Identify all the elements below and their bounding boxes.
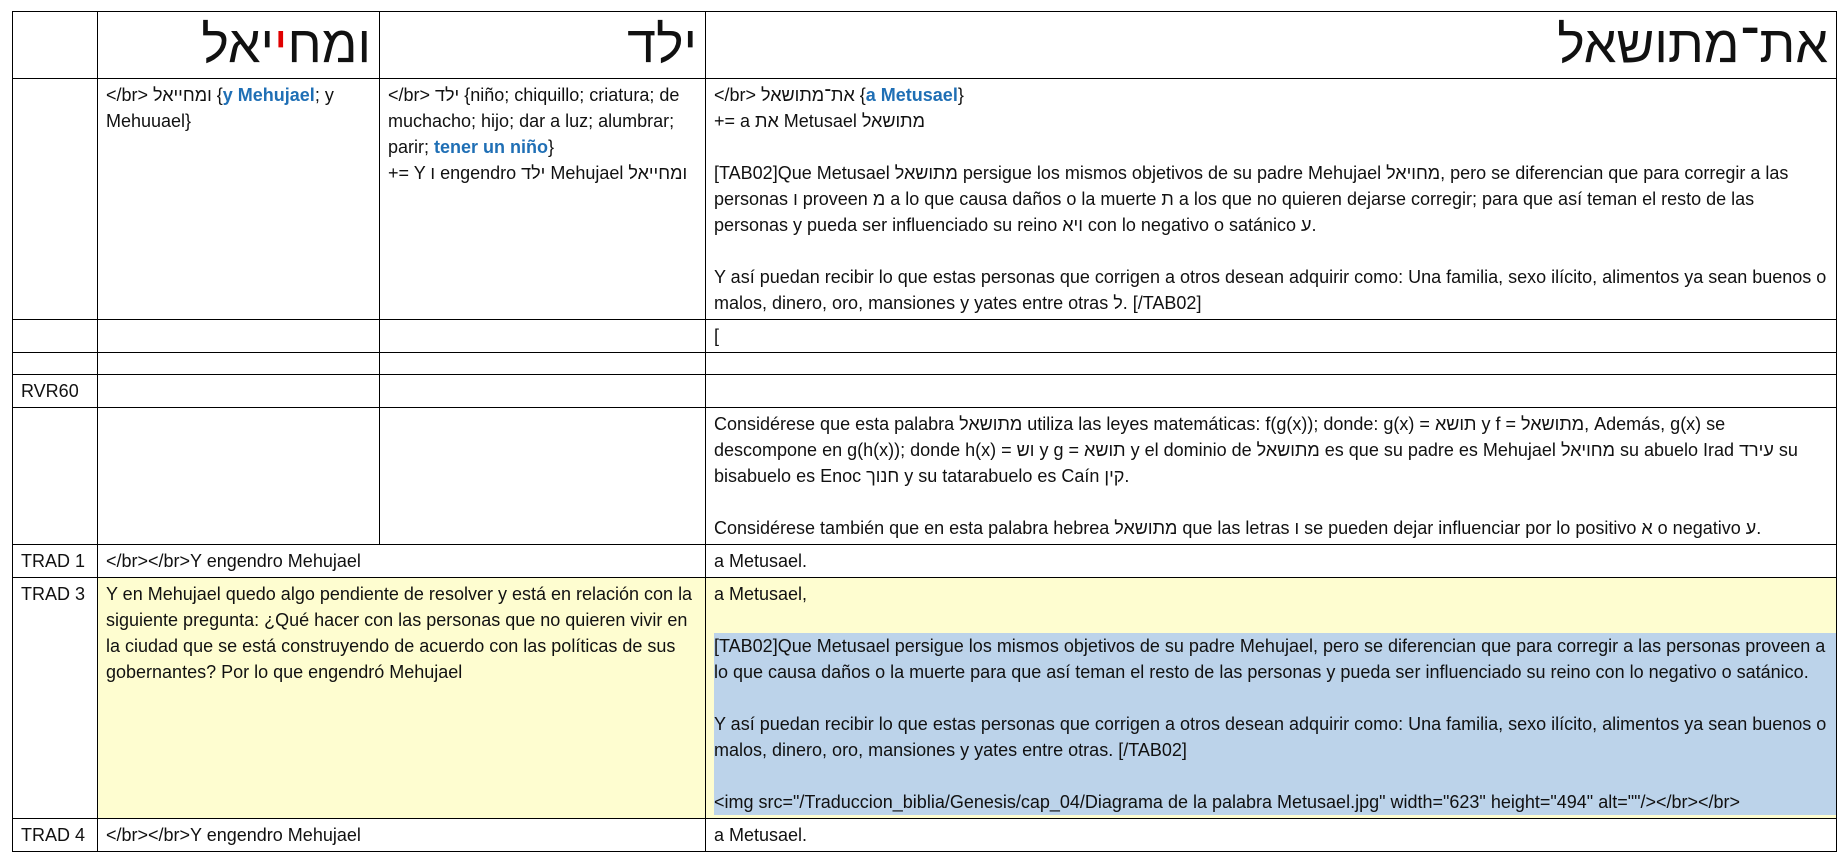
rvr60-label: RVR60 xyxy=(13,375,98,408)
definition-yalad: </br> ילד {niño; chiquillo; criatura; de muchacho; hijo; dar a luz; alumbrar; parir; tener un niño} += Y ו engendro ילד Mehujael ומחייאל xyxy=(380,79,706,320)
trad3-row xyxy=(13,578,1837,819)
trad1-metusael: a Metusael. xyxy=(706,545,1837,578)
trad4-label: TRAD 4 xyxy=(13,819,98,852)
trad4-row xyxy=(13,819,1837,852)
empty-row xyxy=(13,353,1837,375)
math-explanation: Considérese que esta palabra מתושאל utiliza las leyes matemáticas: f(g(x)); donde: g(x) = תושא y f = מתושאל, Además, g(x) se descompone en g(h(x)); donde h(x) = וש y g = תושא y el dominio de מתושאל es que su padre es Mehujael מחויאל su abuelo Irad עירד su bisabuelo es Enoc חנוך y su tatarabuelo es Caín קין. Considérese también que en esta palabra hebrea מתושאל que las letras ו se pueden dejar influenciar por lo positivo א o negativo ע. xyxy=(706,408,1837,545)
header-row xyxy=(13,12,1837,79)
trad4-text: </br></br>Y engendro Mehujael xyxy=(98,819,706,852)
bracket-row xyxy=(13,320,1837,353)
trad3-metusael: a Metusael, [TAB02]Que Metusael persigue los mismos objetivos de su padre Mehujael, pero se diferencian que para corregir a las personas proveen a lo que causa daños o la muerte para que así teman el resto de las personas y pueda ser influenciado su reino con lo negativo o satánico. Y así puedan recibir lo que estas personas que corrigen a otros desean adquirir como: Una familia, sexo ilícito, alimentos ya sean buenos o malos, dinero, oro, mansiones y yates entre otras. [/TAB02] <img src="/Traduccion_biblia/Genesis/cap_04/Diagrama de la palabra Metusael.jpg" width="623" height="494" alt=""/></br></br> xyxy=(706,578,1837,819)
rvr60-row xyxy=(13,375,1837,408)
trad1-label: TRAD 1 xyxy=(13,545,98,578)
trad1-text: </br></br>Y engendro Mehujael xyxy=(98,545,706,578)
definition-mehujael: </br> ומחייאל {y Mehujael; y Mehuuael} xyxy=(98,79,380,320)
bracket-cell: [ xyxy=(706,320,1837,353)
trad3-text: Y en Mehujael quedo algo pendiente de resolver y está en relación con la siguiente pregunta: ¿Qué hacer con las personas que no quieren vivir en la ciudad que se está construyendo de acuerdo con las políticas de sus gobernantes? Por lo que engendró Mehujael xyxy=(98,578,706,819)
header-label-cell xyxy=(13,12,98,79)
trad3-label: TRAD 3 xyxy=(13,578,98,819)
trad3-highlight-block: [TAB02]Que Metusael persigue los mismos objetivos de su padre Mehujael, pero se diferencian que para corregir a las personas proveen a lo que causa daños o la muerte para que así teman el resto de las personas y pueda ser influenciado su reino con lo negativo o satánico. Y así puedan recibir lo que estas personas que corrigen a otros desean adquirir como: Una familia, sexo ilícito, alimentos ya sean buenos o malos, dinero, oro, mansiones y yates entre otras. [/TAB02] <img src="/Traduccion_biblia/Genesis/cap_04/Diagrama de la palabra Metusael.jpg" width="623" height="494" alt=""/></br></br> xyxy=(714,633,1836,815)
definitions-label-cell xyxy=(13,79,98,320)
header-word-metusael: את־מתושאל xyxy=(706,12,1837,79)
trad1-row xyxy=(13,545,1837,578)
math-row xyxy=(13,408,1837,545)
definitions-row xyxy=(13,79,1837,320)
definition-metusael: </br> את־מתושאל {a Metusael} += a את Metusael מתושאל [TAB02]Que Metusael מתושאל persigue los mismos objetivos de su padre Mehujael מחויאל, pero se diferencian que para corregir a las personas ו proveen מ a lo que causa daños o la muerte ת a los que no quieren dejarse corregir; para que así teman el resto de las personas y pueda ser influenciado su reino ויא con lo negativo o satánico ע. Y así puedan recibir lo que estas personas que corrigen a otros desean adquirir como: Una familia, sexo ilícito, alimentos ya sean buenos o malos, dinero, oro, mansiones y yates entre otras ל. [/TAB02] xyxy=(706,79,1837,320)
header-word-mehujael: ומחייאל xyxy=(98,12,380,79)
translation-table xyxy=(12,11,1837,852)
header-word-yalad: ילד xyxy=(380,12,706,79)
trad4-metusael: a Metusael. xyxy=(706,819,1837,852)
